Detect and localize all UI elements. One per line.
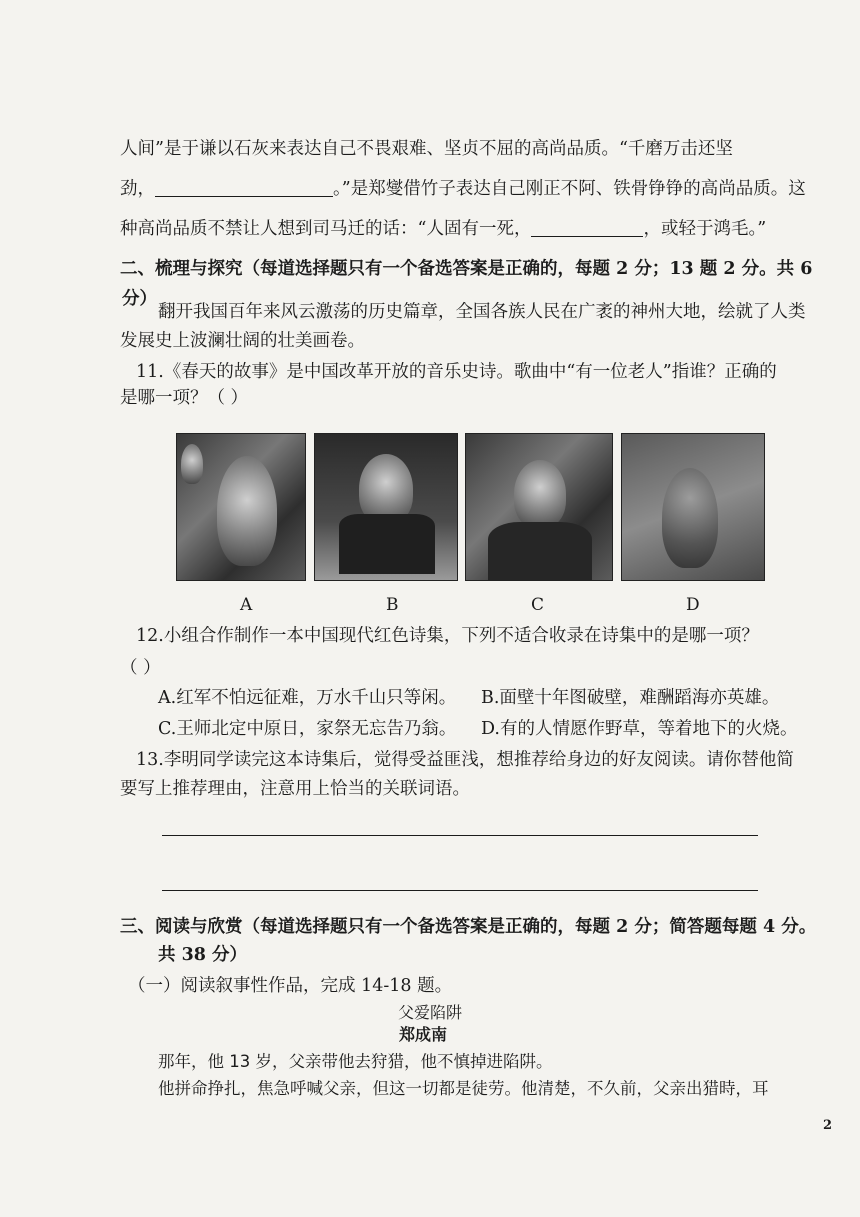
poem-blank-1[interactable]	[155, 178, 333, 197]
photo-label-b: B	[386, 595, 399, 615]
question-12: 12.小组合作制作一本中国现代红色诗集，下列不适合收录在诗集中的是哪一项？	[136, 626, 759, 646]
photo-label-a: A	[240, 595, 253, 615]
story-paragraph-2: 他拼命挣扎，焦急呼喊父亲，但这一切都是徒劳。他清楚，不久前，父亲出猎時，耳	[158, 1079, 769, 1098]
question-11-cont: 是哪一项？（ ）	[120, 388, 249, 408]
section-2-intro-cont: 发展史上波澜壮阔的壮美画卷。	[120, 331, 365, 351]
photo-option-c[interactable]	[465, 433, 613, 581]
photo-label-c: C	[531, 595, 545, 615]
photo-option-a[interactable]	[176, 433, 306, 581]
question-13-cont: 要写上推荐理由，注意用上恰当的关联词语。	[120, 779, 470, 799]
line-2-end: 。”是郑燮借竹子表达自己刚正不阿、铁骨铮铮的高尚品质。这	[333, 179, 806, 199]
photo-label-d: D	[686, 595, 700, 615]
q12-option-c[interactable]: C.王师北定中原日，家祭无忘告乃翁。	[158, 719, 457, 739]
line-3	[120, 217, 780, 241]
section-2-intro: 翻开我国百年来风云激荡的历史篇章，全国各族人民在广袤的神州大地，绘就了人类	[158, 302, 806, 322]
story-author: 郑成南	[399, 1025, 448, 1044]
answer-line-1[interactable]	[162, 835, 758, 836]
line-1: 人间”是于谦以石灰来表达自己不畏艰难、坚贞不屈的高尚品质。“千磨万击还坚	[120, 139, 733, 159]
question-13: 13.李明同学读完这本诗集后，觉得受益匪浅，想推荐给身边的好友阅读。请你替他简	[136, 750, 794, 770]
photo-option-d[interactable]	[621, 433, 765, 581]
photo-option-b[interactable]	[314, 433, 458, 581]
line-2	[120, 177, 806, 201]
question-12-cont: （ ）	[120, 658, 161, 678]
section-3-heading-cont: 共 38 分）	[158, 945, 248, 965]
photo-options	[176, 433, 764, 579]
question-11: 11.《春天的故事》是中国改革开放的音乐史诗。歌曲中“有一位老人”指谁？正确的	[136, 362, 777, 382]
section-3-heading: 三、阅读与欣赏（每道选择题只有一个备选答案是正确的，每题 2 分；简答题每题 4 分。	[120, 917, 817, 937]
line-3-end: ，或轻于鸿毛。”	[643, 219, 767, 239]
story-title: 父爱陷阱	[398, 1003, 463, 1022]
page-number: 2	[822, 1118, 832, 1133]
section-2-heading-cont: 分）	[122, 289, 157, 309]
part-1-instruction: （一）阅读叙事性作品，完成 14-18 题。	[128, 976, 453, 996]
story-paragraph-1: 那年，他 13 岁，父亲带他去狩猎，他不慎掉进陷阱。	[158, 1052, 553, 1071]
answer-line-2[interactable]	[162, 890, 758, 891]
q12-option-a[interactable]: A.红军不怕远征难，万水千山只等闲。	[158, 688, 457, 708]
q12-option-d[interactable]: D.有的人情愿作野草，等着地下的火烧。	[481, 719, 798, 739]
quote-blank[interactable]	[531, 218, 643, 237]
line-2-start: 劲，	[120, 179, 155, 199]
q12-option-b[interactable]: B.面壁十年图破壁，难酬蹈海亦英雄。	[481, 688, 780, 708]
line-3-start: 种高尚品质不禁让人想到司马迁的话：“人固有一死，	[120, 219, 532, 239]
section-2-heading: 二、梳理与探究（每道选择题只有一个备选答案是正确的，每题 2 分；13 题 2 分。共 6	[120, 259, 813, 279]
